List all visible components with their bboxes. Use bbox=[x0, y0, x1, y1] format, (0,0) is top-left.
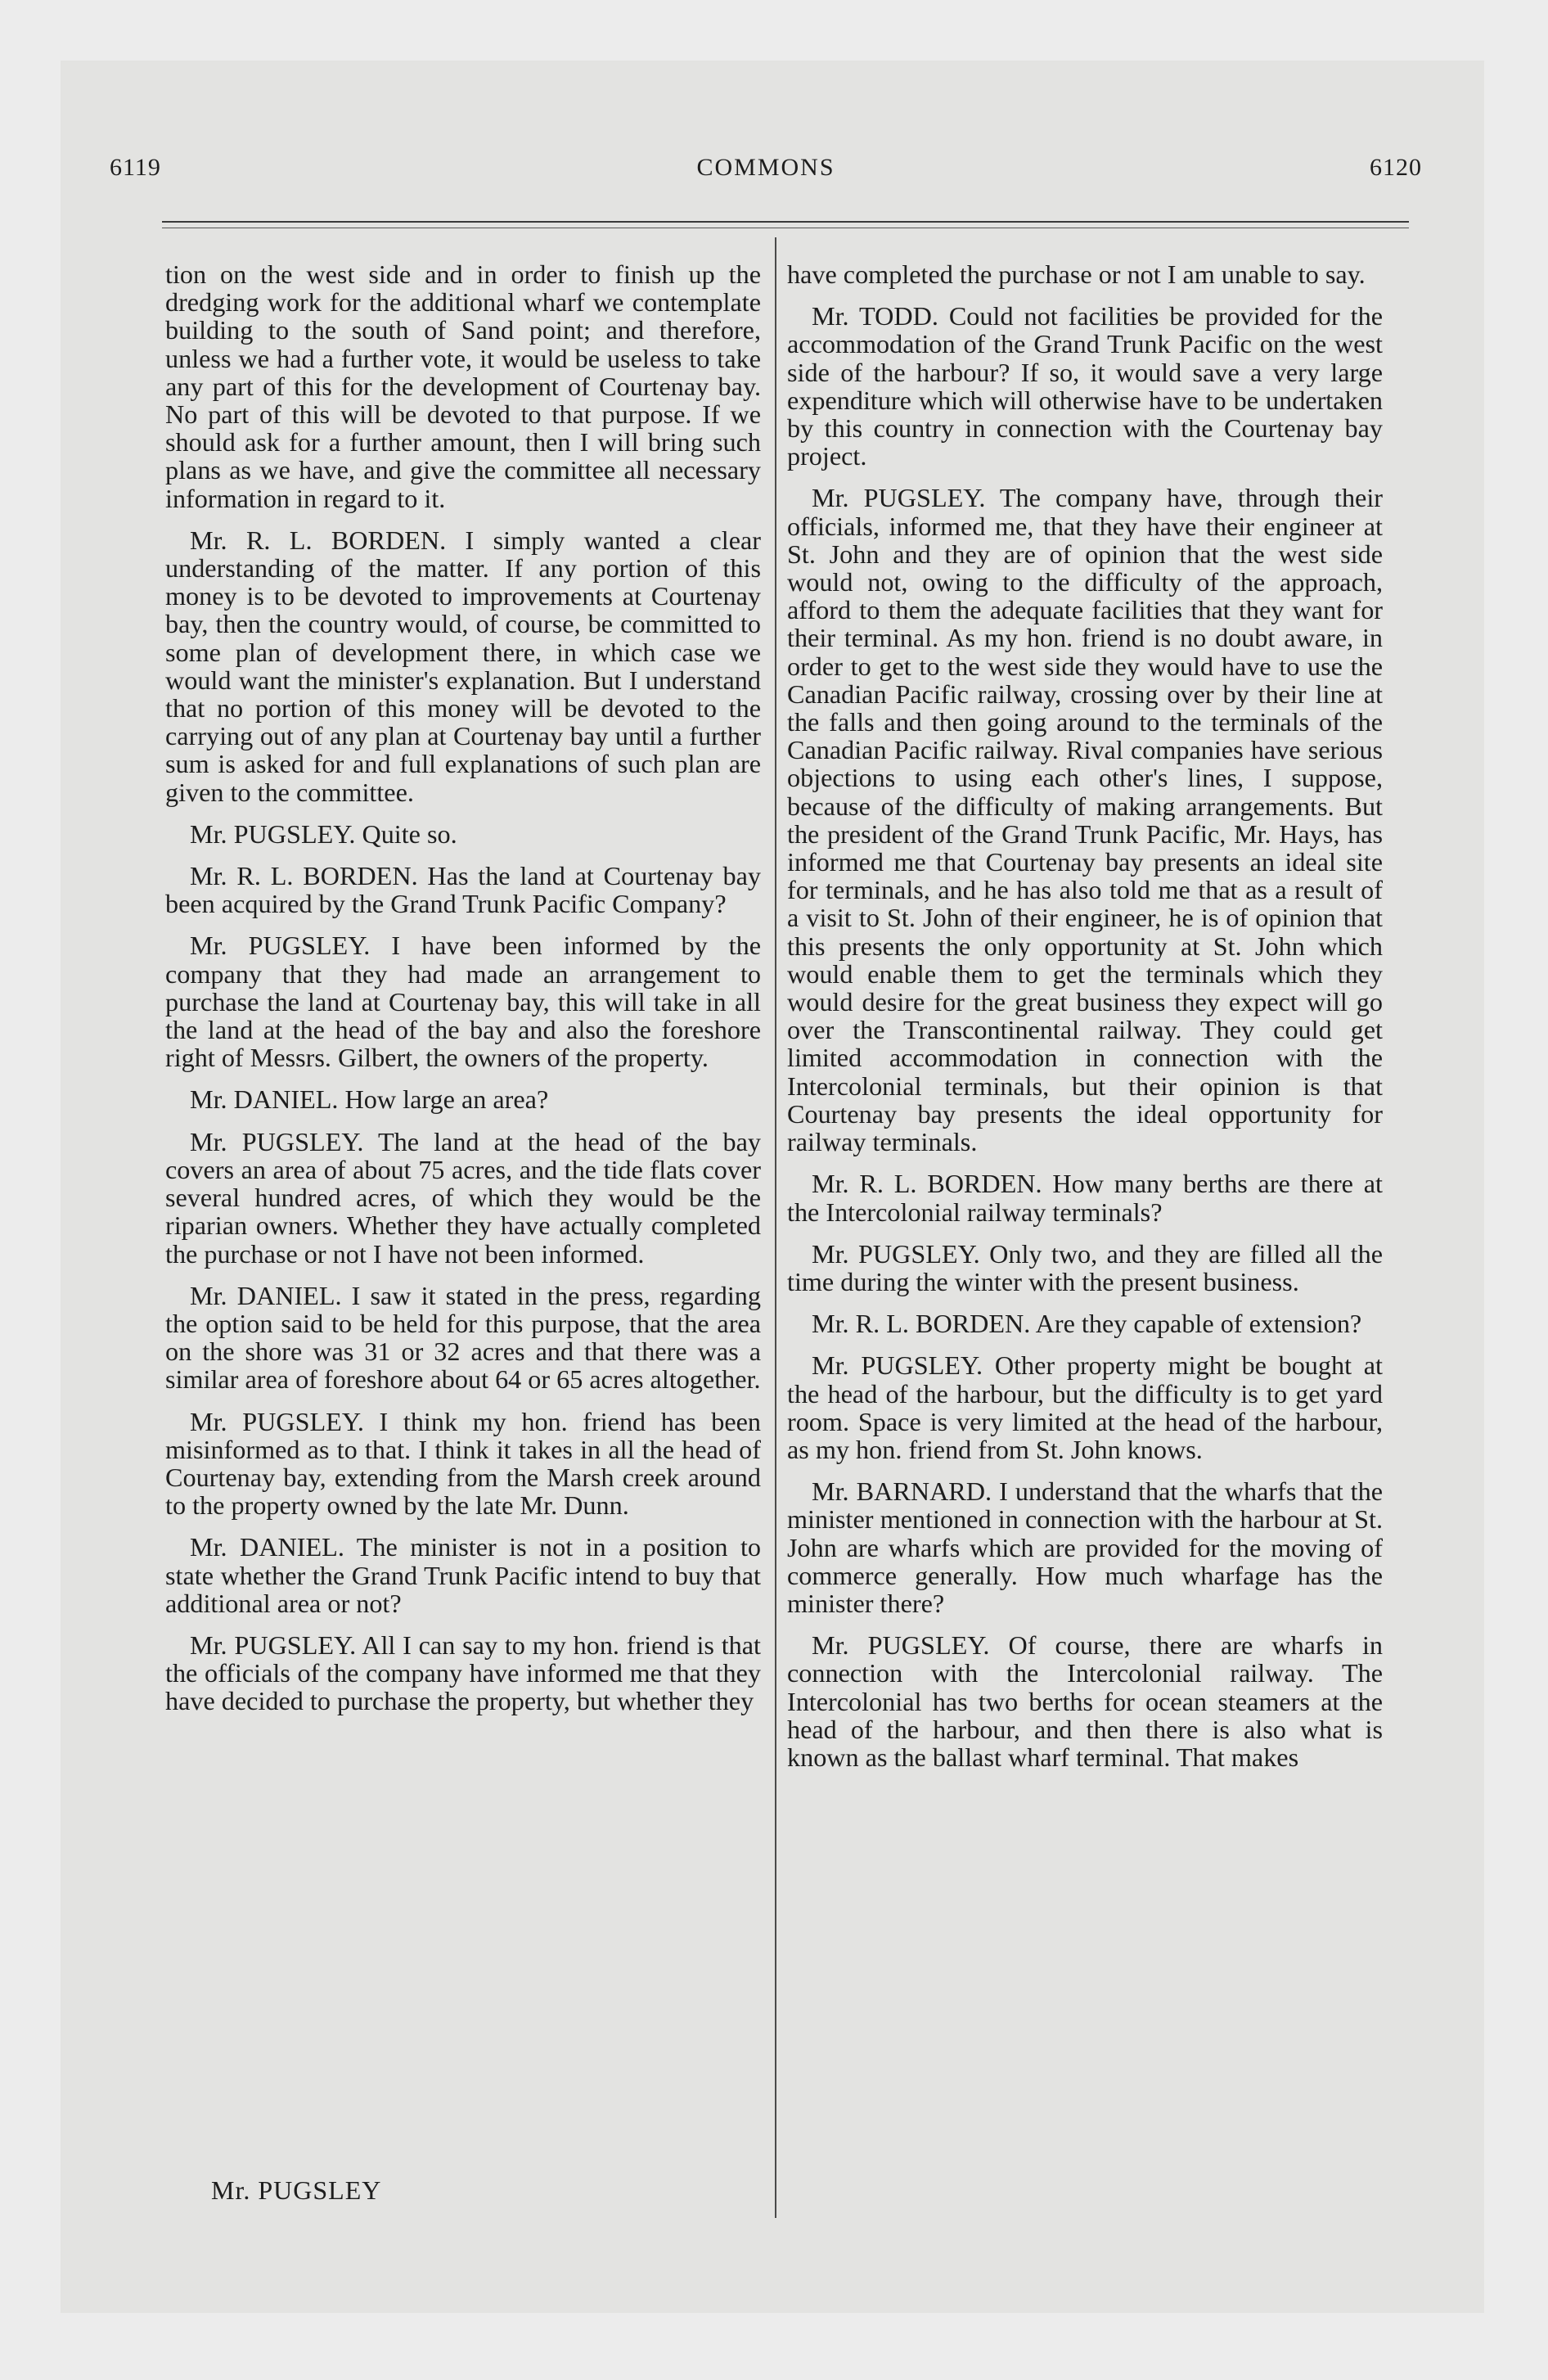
paragraph: Mr. PUGSLEY. I have been informed by the company that they had made an arrangement to purchase the land at Courtenay bay, this will take in all the land at the head of the bay and also the foreshore right of Messrs. Gilbert, the owners of the property. bbox=[165, 931, 761, 1073]
paragraph: Mr. PUGSLEY. The land at the head of the bay covers an area of about 75 acres, and the tide flats cover several hundred acres, of which they would be the riparian owners. Whether they have actually completed the purchase or not I have not been informed. bbox=[165, 1126, 761, 1269]
paragraph: Mr. DANIEL. I saw it stated in the press, regarding the option said to be held for this purpose, that the area on the shore was 31 or 32 acres and that there was a similar area of foreshore about 64 or 65 acres altogether. bbox=[165, 1280, 761, 1395]
paragraph: Mr. R. L. BORDEN. I simply wanted a clear understanding of the matter. If any portion of this money is to be devoted to improvements at Courtenay bay, then the country would, of course, be committed to some plan of development there, in which case we would want the minister's explanation. But I understand that no portion of this money will be devoted to the carrying out of any plan at Courtenay bay until a further sum is asked for and full explanations of such plan are given to the committee. bbox=[165, 525, 761, 807]
paragraph: Mr. PUGSLEY. All I can say to my hon. friend is that the officials of the company have informed me that they have decided to purchase the property, but whether they bbox=[165, 1629, 761, 1716]
paragraph: Mr. PUGSLEY. Other property might be bought at the head of the harbour, but the difficulty is to get yard room. Space is very limited at the head of the harbour, as my hon. friend from St. John knows. bbox=[787, 1350, 1383, 1464]
column-divider bbox=[775, 237, 776, 2218]
paragraph: Mr. R. L. BORDEN. How many berths are there at the Intercolonial railway terminals? bbox=[787, 1169, 1383, 1227]
running-title: COMMONS bbox=[696, 154, 835, 181]
paragraph: Mr. TODD. Could not facilities be provided for the accommodation of the Grand Trunk Pacific on the west side of the harbour? If so, it would save a very large expenditure which will otherwise have to be undertaken by this country in connection with the Courtenay bay project. bbox=[787, 301, 1383, 471]
paragraph: have completed the purchase or not I am unable to say. bbox=[787, 259, 1366, 289]
page-number-left: 6119 bbox=[110, 154, 161, 181]
right-column bbox=[787, 260, 1383, 1785]
paragraph: Mr. DANIEL. The minister is not in a position to state whether the Grand Trunk Pacific intend to buy that additional area or not? bbox=[165, 1532, 761, 1618]
paragraph: tion on the west side and in order to finish up the dredging work for the additional wharf we contemplate building to the south of Sand point; and therefore, unless we had a further vote, it would be useless to take any part of this for the development of Courtenay bay. No part of this will be devoted to that purpose. If we should ask for a further amount, then I will bring such plans as we have, and give the committee all necessary information in regard to it. bbox=[165, 259, 761, 513]
paragraph: Mr. PUGSLEY. Quite so. bbox=[190, 818, 457, 849]
catchword: Mr. PUGSLEY bbox=[211, 2175, 382, 2205]
paragraph: Mr. R. L. BORDEN. Are they capable of extension? bbox=[812, 1309, 1362, 1339]
paragraph: Mr. BARNARD. I understand that the wharfs that the minister mentioned in connection with the harbour at St. John are wharfs which are provided for the moving of commerce generally. How much wharfage has the minister there? bbox=[787, 1476, 1383, 1618]
paragraph: Mr. PUGSLEY. The company have, through their officials, informed me, that they have their engineer at St. John and they are of opinion that the west side would not, owing to the difficulty of the approach, afford to them the adequate facilities that they want for their terminal. As my hon. friend is no doubt aware, in order to get to the west side they would have to use the Canadian Pacific railway, crossing over by their line at the falls and then going around to the terminals of the Canadian Pacific railway. Rival companies have serious objections to using each other's lines, I suppose, because of the difficulty of making arrangements. But the president of the Grand Trunk Pacific, Mr. Hays, has informed me that Courtenay bay presents an ideal site for terminals, and he has also told me that as a result of a visit to St. John of their engineer, he is of opinion that this presents the only opportunity at St. John which would enable them to get the terminals which they would desire for the great business they expect will go over the Transcontinental railway. They could get limited accommodation in connection with the Intercolonial terminals, but their opinion is that Courtenay bay presents the ideal opportunity for railway terminals. bbox=[787, 483, 1383, 1157]
page-header bbox=[110, 154, 1422, 193]
paragraph: Mr. PUGSLEY. Only two, and they are filled all the time during the winter with the present business. bbox=[787, 1238, 1383, 1296]
paragraph: Mr. PUGSLEY. Of course, there are wharfs in connection with the Intercolonial railway. The Intercolonial has two berths for ocean steamers at the head of the harbour, and then there is also what is known as the ballast wharf terminal. That makes bbox=[787, 1630, 1383, 1772]
page-number-right: 6120 bbox=[1370, 154, 1422, 181]
paragraph: Mr. R. L. BORDEN. Has the land at Courtenay bay been acquired by the Grand Trunk Pacific Company? bbox=[165, 861, 761, 919]
paragraph: Mr. DANIEL. How large an area? bbox=[190, 1084, 549, 1115]
paragraph: Mr. PUGSLEY. I think my hon. friend has been misinformed as to that. I think it takes in all the head of Courtenay bay, extending from the Marsh creek around to the property owned by the late Mr. Dunn. bbox=[165, 1406, 761, 1521]
header-rule bbox=[162, 221, 1409, 223]
left-column bbox=[165, 260, 761, 1729]
